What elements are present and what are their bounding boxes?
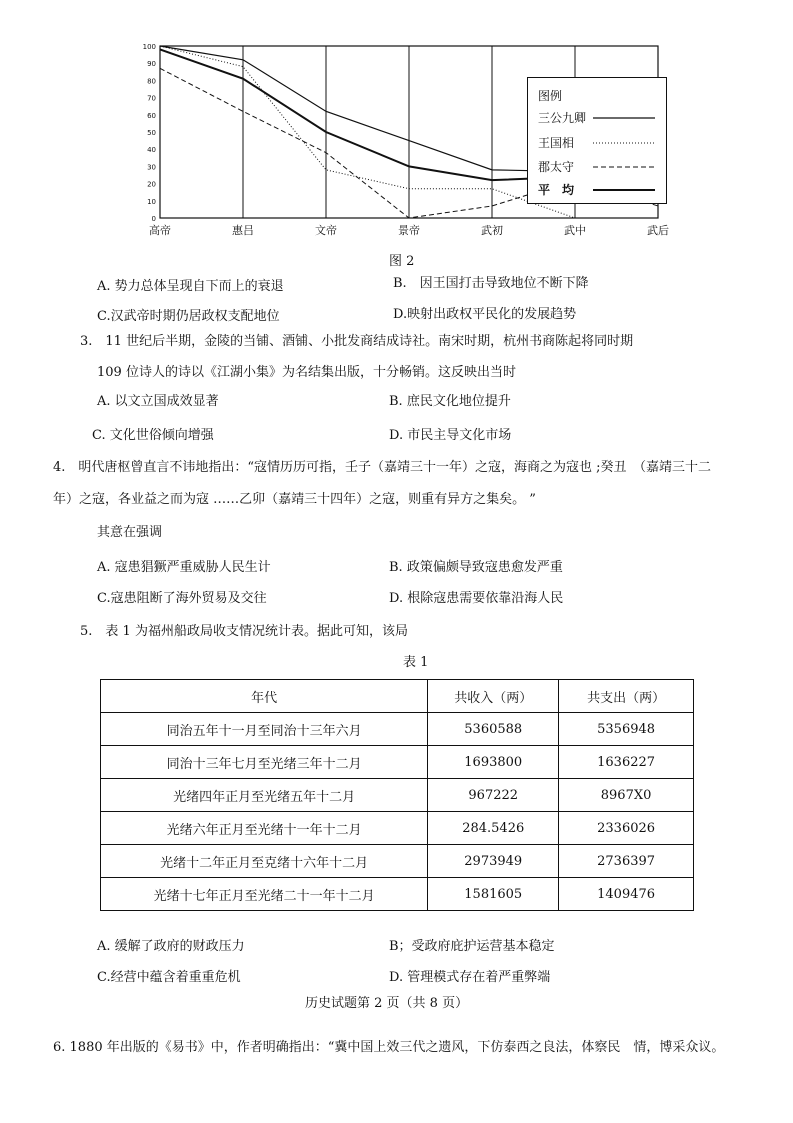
x-tick-label: 惠吕 bbox=[232, 224, 254, 237]
x-tick-label: 景帝 bbox=[398, 224, 420, 237]
finance-table bbox=[100, 679, 694, 911]
y-axis-ticks bbox=[143, 43, 156, 223]
x-axis-ticks bbox=[149, 223, 669, 237]
q4-option-b: B. 政策偏颇导致寇患愈发严重 bbox=[389, 560, 563, 575]
y-tick-label: 60 bbox=[147, 111, 156, 120]
legend-item-label: 平 均 bbox=[538, 183, 575, 197]
q2-option-a: A. 势力总体呈现自下而上的衰退 bbox=[97, 279, 284, 294]
y-tick-label: 40 bbox=[147, 146, 156, 155]
y-tick-label: 80 bbox=[147, 77, 156, 86]
q2-option-d: D.映射出政权平民化的发展趋势 bbox=[393, 307, 577, 322]
q6-stem-line1: 6. 1880 年出版的《易书》中，作者明确指出：“冀中国上效三代之遗风，下仿泰西之良法，体察民 情，博采众议。 bbox=[53, 1040, 725, 1055]
q3-option-d: D. 市民主导文化市场 bbox=[389, 428, 512, 443]
q3-option-c: C. 文化世俗倾向增强 bbox=[92, 428, 214, 443]
q4-option-c: C.寇患阻断了海外贸易及交往 bbox=[97, 591, 267, 606]
y-tick-label: 20 bbox=[147, 180, 156, 189]
legend-swatch-dotted bbox=[593, 138, 655, 148]
figure-caption: 图 2 bbox=[389, 254, 415, 269]
cell-expense: 2736397 bbox=[559, 845, 694, 878]
cell-era: 同治十三年七月至光绪三年十二月 bbox=[101, 746, 428, 779]
cell-era: 光绪十七年正月至光绪二十一年十二月 bbox=[101, 878, 428, 911]
cell-income: 2973949 bbox=[428, 845, 559, 878]
legend-item-label: 三公九卿 bbox=[538, 111, 587, 125]
table-row bbox=[101, 746, 694, 779]
legend-title: 图例 bbox=[538, 89, 563, 103]
q5-option-a: A. 缓解了政府的财政压力 bbox=[97, 939, 245, 954]
cell-income: 284.5426 bbox=[428, 812, 559, 845]
q5-option-d: D. 管理模式存在着严重弊端 bbox=[389, 970, 551, 985]
cell-expense: 8967X0 bbox=[559, 779, 694, 812]
cell-income: 1693800 bbox=[428, 746, 559, 779]
legend-item-label: 郡太守 bbox=[538, 160, 575, 174]
table-row bbox=[101, 845, 694, 878]
cell-era: 光绪十二年正月至克绪十六年十二月 bbox=[101, 845, 428, 878]
header-expense: 共支出（两） bbox=[559, 680, 694, 713]
x-tick-label: 武后 bbox=[647, 224, 669, 237]
y-tick-label: 100 bbox=[142, 43, 156, 51]
q5-stem: 5. 表 1 为福州船政局收支情况统计表。据此可知，该局 bbox=[80, 624, 408, 639]
y-tick-label: 70 bbox=[147, 94, 156, 103]
x-tick-label: 武初 bbox=[481, 224, 503, 237]
x-tick-label: 高帝 bbox=[149, 224, 171, 237]
table-row bbox=[101, 713, 694, 746]
y-tick-label: 0 bbox=[151, 215, 156, 223]
table-caption: 表 1 bbox=[403, 655, 429, 670]
y-tick-label: 50 bbox=[147, 129, 156, 137]
x-tick-label: 文帝 bbox=[315, 224, 337, 237]
q2-option-c: C.汉武帝时期仍居政权支配地位 bbox=[97, 309, 280, 324]
q3-option-b: B. 庶民文化地位提升 bbox=[389, 394, 511, 409]
q3-stem-line2: 109 位诗人的诗以《江湖小集》为名结集出版，十分畅销。这反映出当时 bbox=[97, 365, 516, 380]
q3-option-a: A. 以文立国成效显著 bbox=[97, 394, 219, 409]
chart-legend bbox=[527, 77, 667, 204]
q4-stem-line3: 其意在强调 bbox=[97, 525, 163, 540]
y-tick-label: 10 bbox=[147, 197, 156, 206]
y-tick-label: 30 bbox=[147, 163, 156, 172]
cell-expense: 2336026 bbox=[559, 812, 694, 845]
cell-expense: 5356948 bbox=[559, 713, 694, 746]
q2-option-b: B. 因王国打击导致地位不断下降 bbox=[393, 276, 589, 291]
header-income: 共收入（两） bbox=[428, 680, 559, 713]
legend-swatch-thick bbox=[593, 185, 655, 195]
legend-swatch-dashed bbox=[593, 162, 655, 172]
q3-stem-line1: 3. 11 世纪后半期，金陵的当铺、酒铺、小批发商结成诗社。南宋时期，杭州书商陈起将同时期 bbox=[80, 334, 634, 349]
cell-era: 光绪六年正月至光绪十一年十二月 bbox=[101, 812, 428, 845]
cell-income: 967222 bbox=[428, 779, 559, 812]
q5-option-b: B；受政府庇护运营基本稳定 bbox=[389, 939, 555, 954]
x-tick-label: 武中 bbox=[564, 224, 586, 237]
table-header-row bbox=[101, 680, 694, 713]
q4-stem-line2: 年）之寇，各业益之而为寇 ……乙卯（嘉靖三十四年）之寇，则重有异方之集矣。 ” bbox=[53, 492, 536, 507]
q5-option-c: C.经营中蕴含着重重危机 bbox=[97, 970, 241, 985]
table-row bbox=[101, 779, 694, 812]
y-tick-label: 90 bbox=[147, 60, 156, 69]
legend-swatch-solid bbox=[593, 113, 655, 123]
q4-option-d: D. 根除寇患需要依靠沿海人民 bbox=[389, 591, 564, 606]
q4-stem-line1: 4. 明代唐枢曾直言不讳地指出：“寇情历历可指，壬子（嘉靖三十一年）之寇，海商之为寇也 ;癸丑 （嘉靖三十二 bbox=[53, 460, 712, 475]
q4-option-a: A. 寇患猖獗严重威胁人民生计 bbox=[97, 560, 271, 575]
cell-income: 5360588 bbox=[428, 713, 559, 746]
table-row bbox=[101, 878, 694, 911]
cell-era: 同治五年十一月至同治十三年六月 bbox=[101, 713, 428, 746]
cell-era: 光绪四年正月至光绪五年十二月 bbox=[101, 779, 428, 812]
cell-expense: 1636227 bbox=[559, 746, 694, 779]
legend-item-label: 王国相 bbox=[538, 136, 575, 150]
cell-income: 1581605 bbox=[428, 878, 559, 911]
page-footer: 历史试题第 2 页（共 8 页） bbox=[305, 996, 469, 1011]
header-era: 年代 bbox=[101, 680, 428, 713]
table-row bbox=[101, 812, 694, 845]
cell-expense: 1409476 bbox=[559, 878, 694, 911]
